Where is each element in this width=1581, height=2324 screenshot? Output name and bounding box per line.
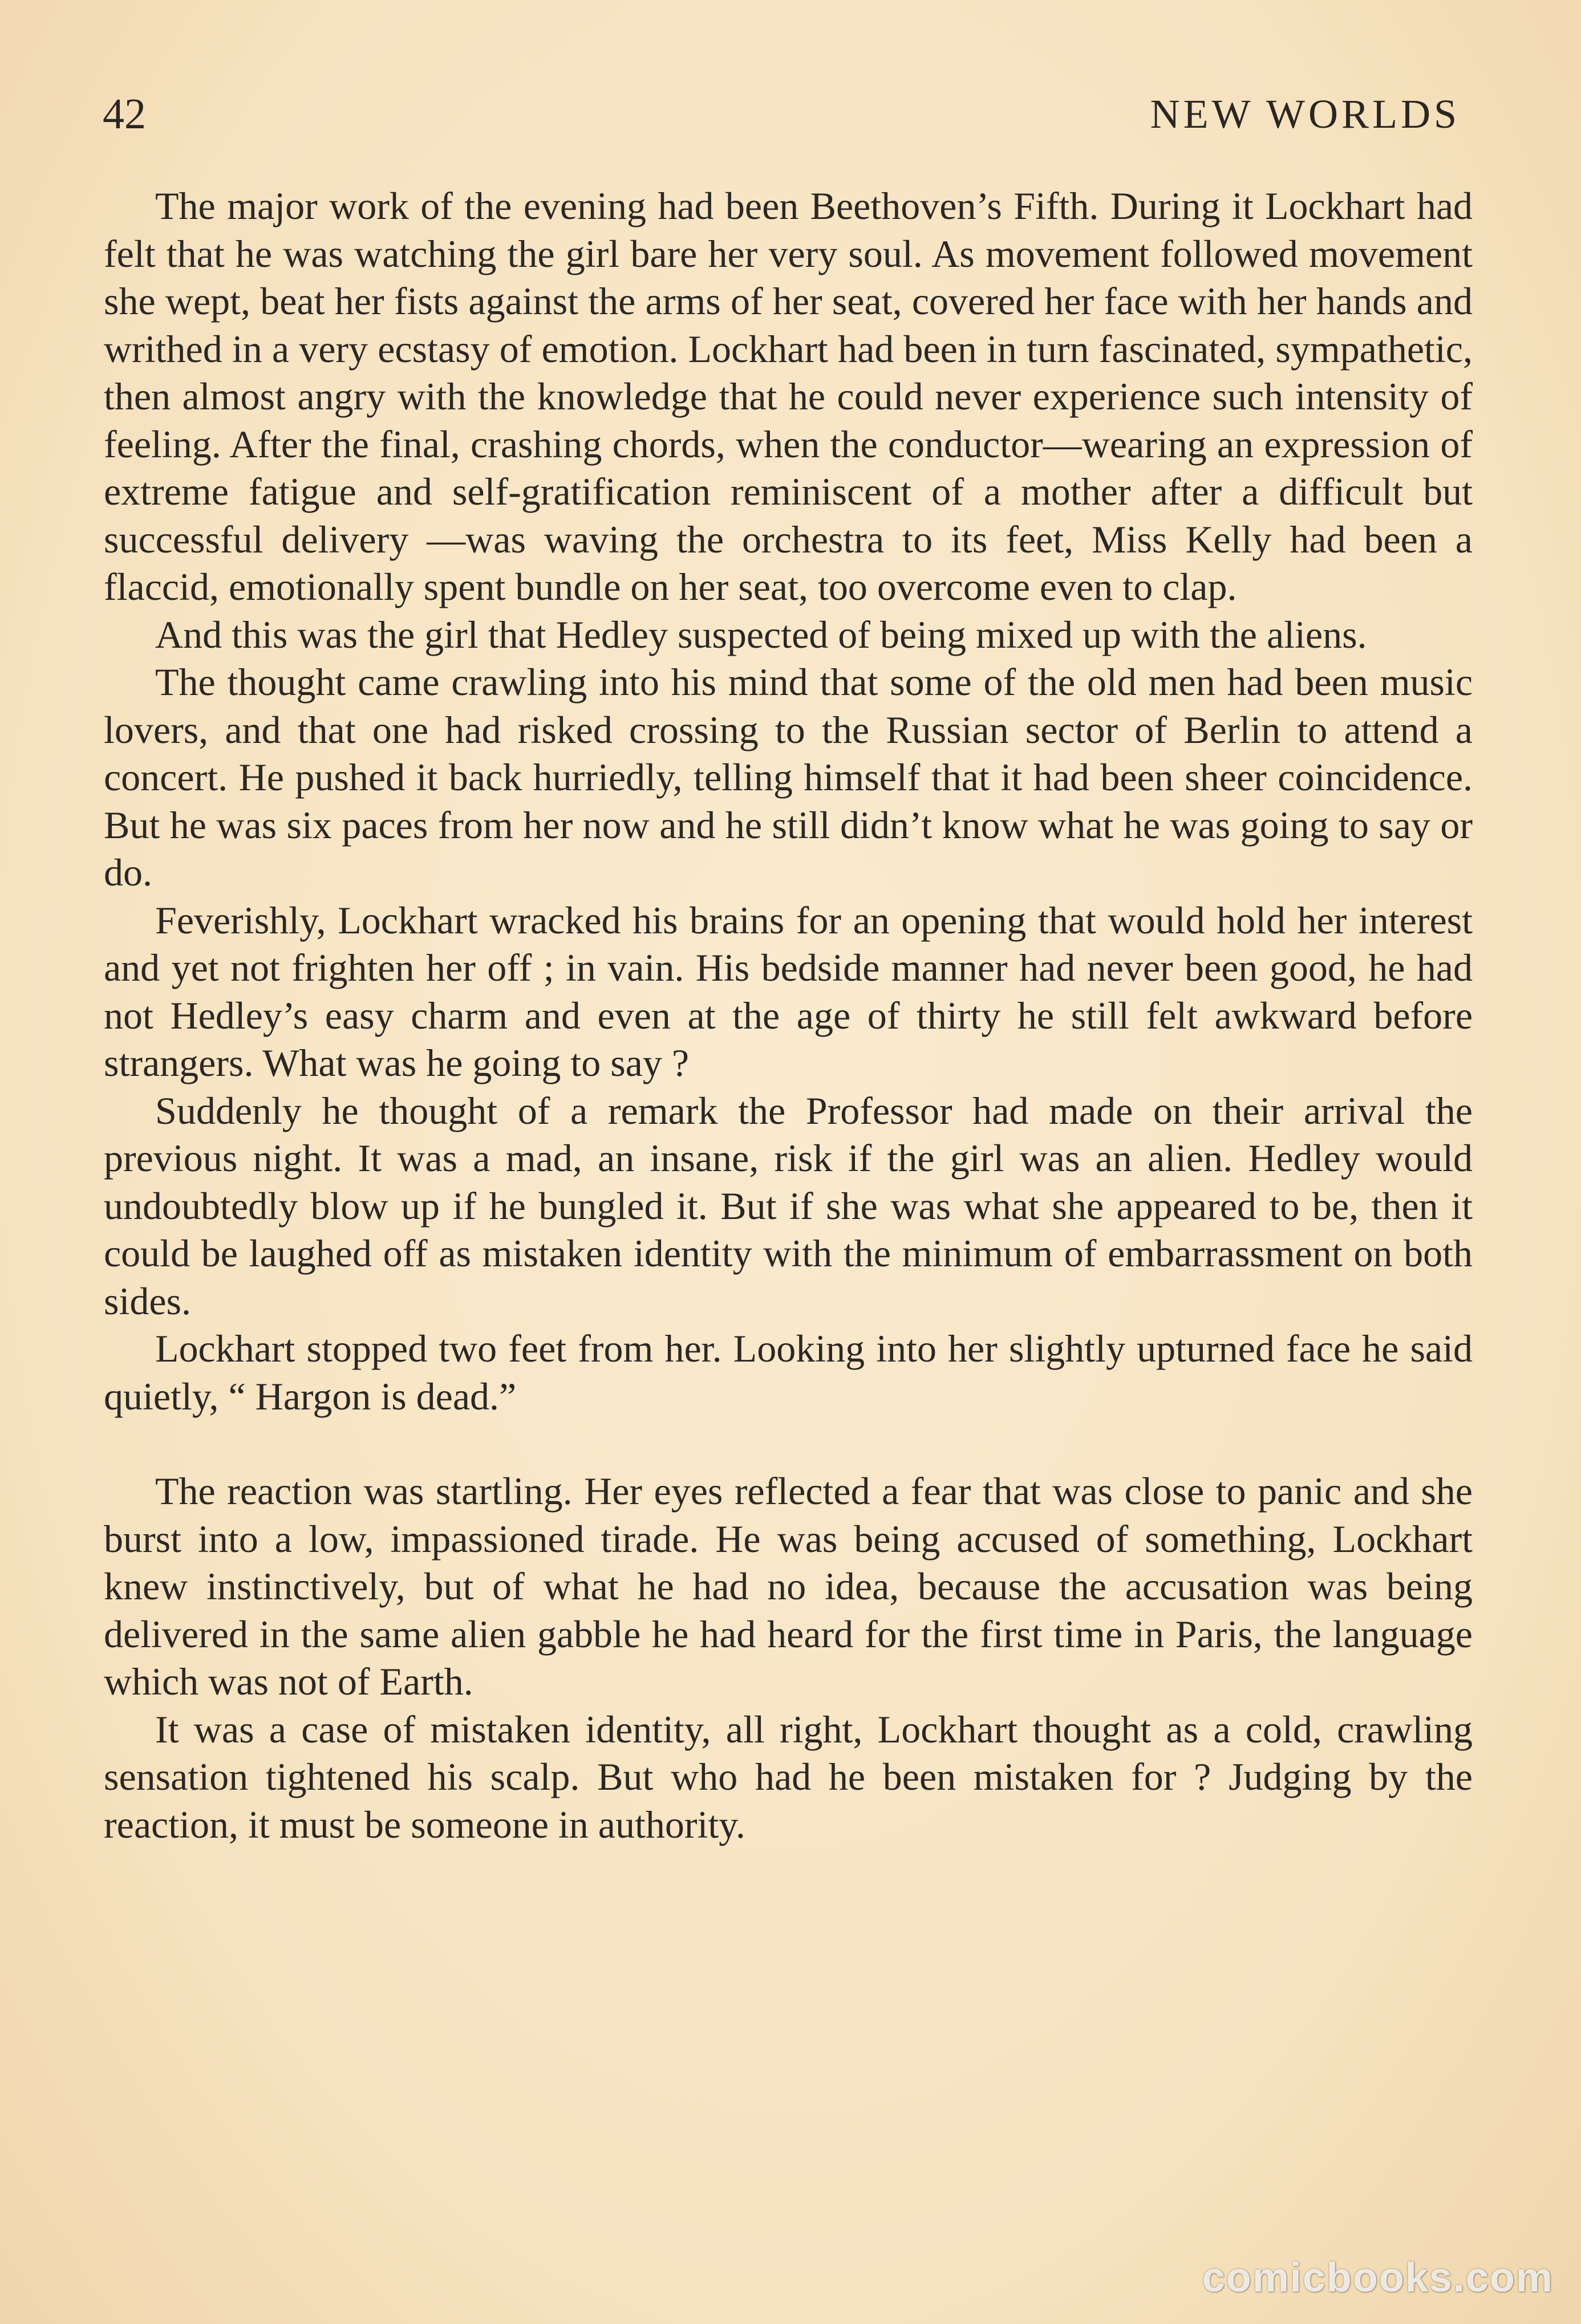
paragraph: The reaction was startling. Her eyes reflected a fear that was close to panic and she burst into a low, impassioned tirade. He was being accused of something, Lockhart knew instinctively, but of what he had no idea, because the accusation was being delivered in the same alien gabble he had heard for the first time in Paris, the language which was not of Earth. <box>104 1469 1473 1703</box>
body-text <box>104 182 1473 1848</box>
paragraph: It was a case of mistaken identity, all right, Lockhart thought as a cold, crawling sensation tightened his scalp. But who had he been mistaken for ? Judging by the reaction, it must be someone in authority. <box>104 1707 1473 1846</box>
paragraph: And this was the girl that Hedley suspected of being mixed up with the aliens. <box>155 612 1367 656</box>
paragraph: Suddenly he thought of a remark the Professor had made on their arrival the previous night. It was a mad, an insane, risk if the girl was an alien. Hedley would undoubtedly blow up if he bungled it. But if she was what she appeared to be, then it could be laughed off as mistaken identity with the minimum of embarrassment on both sides. <box>104 1088 1473 1323</box>
paragraph: The major work of the evening had been Beethoven’s Fifth. During it Lockhart had felt that he was watching the girl bare her very soul. As movement followed movement she wept, beat her fists against the arms of her seat, covered her face with her hands and writhed in a very ecstasy of emotion. Lockhart had been in turn fascinated, sympathetic, then almost angry with the knowledge that he could never experience such intensity of feeling. After the final, crashing chords, when the conductor—wearing an expression of extreme fatigue and self-gratification reminiscent of a mother after a difficult but successful delivery —was waving the orchestra to its feet, Miss Kelly had been a flaccid, emotionally spent bundle on her seat, too overcome even to clap. <box>104 184 1473 608</box>
watermark: comicbooks.com <box>1202 2255 1554 2301</box>
running-head: NEW WORLDS <box>1150 91 1460 137</box>
page-number: 42 <box>103 90 146 138</box>
paragraph: The thought came crawling into his mind that some of the old men had been music lovers, and that one had risked crossing to the Russian sector of Berlin to attend a concert. He pushed it back hurriedly, telling himself that it had been sheer coincidence. But he was six paces from her now and he still didn’t know what he was going to say or do. <box>104 660 1473 894</box>
paragraph: Feverishly, Lockhart wracked his brains for an opening that would hold her interest and yet not frighten her off ; in vain. His bedside manner had never been good, he had not Hedley’s easy charm and even at the age of thirty he still felt awkward before strangers. What was he going to say ? <box>104 898 1473 1084</box>
paragraph: Lockhart stopped two feet from her. Looking into her slightly upturned face he said quietly, “ Hargon is dead.” <box>104 1327 1473 1418</box>
page-header <box>103 86 1471 148</box>
